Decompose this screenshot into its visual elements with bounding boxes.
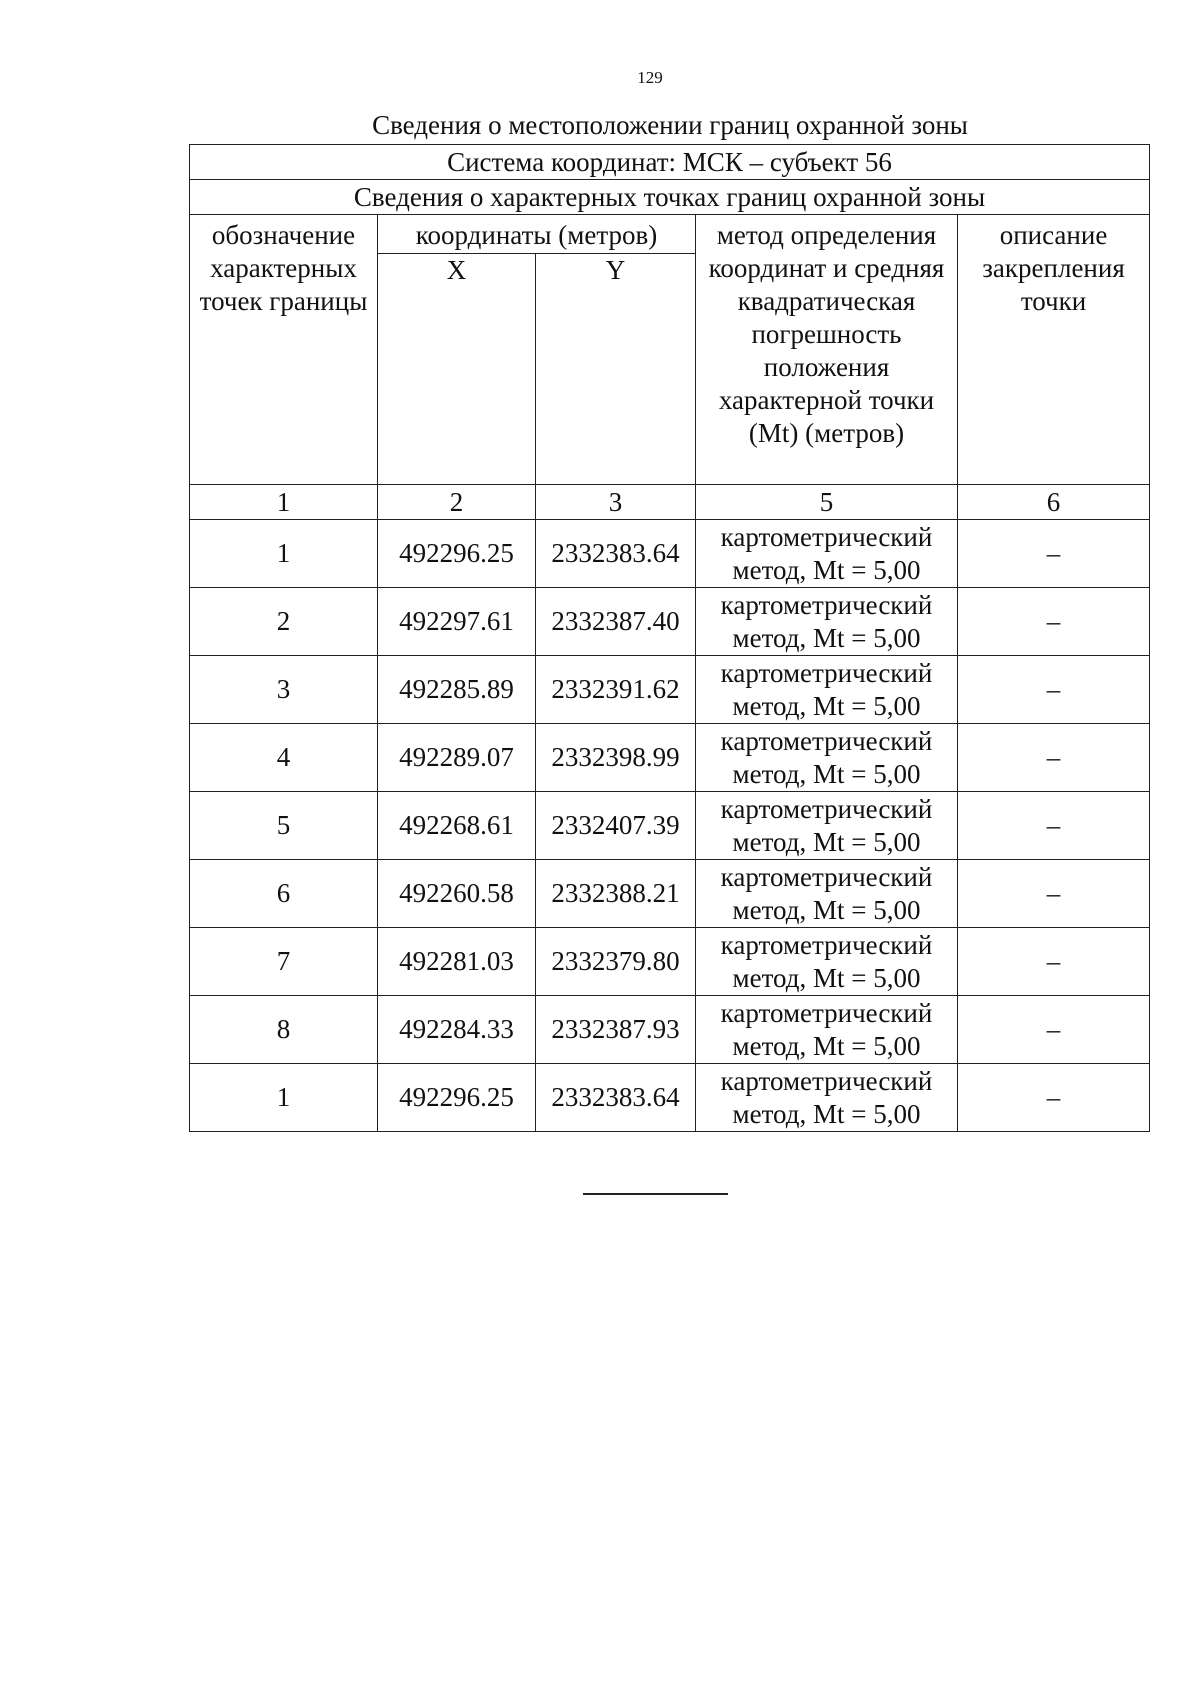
method-cell: картометрический метод, Mt = 5,00	[696, 1064, 958, 1132]
y-cell: 2332387.40	[536, 588, 696, 656]
description-cell: –	[958, 656, 1150, 724]
points-heading: Сведения о характерных точках границ охранной зоны	[190, 180, 1150, 215]
table-row	[190, 588, 1150, 656]
y-cell: 2332398.99	[536, 724, 696, 792]
y-cell: 2332383.64	[536, 520, 696, 588]
method-cell: картометрический метод, Mt = 5,00	[696, 928, 958, 996]
description-cell: –	[958, 928, 1150, 996]
x-cell: 492281.03	[378, 928, 536, 996]
page-number: 129	[637, 68, 663, 87]
header-description: описание закрепления точки	[958, 215, 1150, 485]
header-method: метод определения координат и средняя квадратическая погрешность положения характерной точки (Mt) (метров)	[696, 215, 958, 485]
x-cell: 492289.07	[378, 724, 536, 792]
point-cell: 8	[190, 996, 378, 1064]
x-cell: 492296.25	[378, 520, 536, 588]
x-cell: 492284.33	[378, 996, 536, 1064]
point-cell: 1	[190, 520, 378, 588]
column-number: 2	[378, 485, 536, 520]
coord-system-header: Система координат: МСК – субъект 56	[190, 145, 1150, 180]
column-numbers-row	[190, 485, 1150, 520]
description-cell: –	[958, 724, 1150, 792]
table-row	[190, 996, 1150, 1064]
method-cell: картометрический метод, Mt = 5,00	[696, 588, 958, 656]
table-row	[190, 928, 1150, 996]
y-cell: 2332387.93	[536, 996, 696, 1064]
table-row	[190, 860, 1150, 928]
y-cell: 2332407.39	[536, 792, 696, 860]
method-cell: картометрический метод, Mt = 5,00	[696, 996, 958, 1064]
column-number: 5	[696, 485, 958, 520]
table-row	[190, 1064, 1150, 1132]
x-cell: 492268.61	[378, 792, 536, 860]
boundary-points-table	[189, 144, 1150, 1132]
column-number: 6	[958, 485, 1150, 520]
y-cell: 2332391.62	[536, 656, 696, 724]
header-coords: координаты (метров)	[378, 215, 696, 254]
method-cell: картометрический метод, Mt = 5,00	[696, 792, 958, 860]
point-cell: 6	[190, 860, 378, 928]
document-title: Сведения о местоположении границ охранной зоны	[372, 110, 968, 140]
description-cell: –	[958, 520, 1150, 588]
header-designation: обозначение характерных точек границы	[190, 215, 378, 485]
description-cell: –	[958, 588, 1150, 656]
description-cell: –	[958, 792, 1150, 860]
x-cell: 492285.89	[378, 656, 536, 724]
closing-rule	[583, 1193, 728, 1195]
x-cell: 492260.58	[378, 860, 536, 928]
method-cell: картометрический метод, Mt = 5,00	[696, 724, 958, 792]
point-cell: 5	[190, 792, 378, 860]
point-cell: 7	[190, 928, 378, 996]
description-cell: –	[958, 1064, 1150, 1132]
table-row	[190, 724, 1150, 792]
point-cell: 4	[190, 724, 378, 792]
description-cell: –	[958, 996, 1150, 1064]
y-cell: 2332383.64	[536, 1064, 696, 1132]
point-cell: 2	[190, 588, 378, 656]
method-cell: картометрический метод, Mt = 5,00	[696, 656, 958, 724]
table-row	[190, 792, 1150, 860]
y-cell: 2332379.80	[536, 928, 696, 996]
header-x: X	[378, 254, 536, 485]
x-cell: 492296.25	[378, 1064, 536, 1132]
column-number: 1	[190, 485, 378, 520]
y-cell: 2332388.21	[536, 860, 696, 928]
column-number: 3	[536, 485, 696, 520]
point-cell: 1	[190, 1064, 378, 1132]
point-cell: 3	[190, 656, 378, 724]
method-cell: картометрический метод, Mt = 5,00	[696, 520, 958, 588]
description-cell: –	[958, 860, 1150, 928]
header-y: Y	[536, 254, 696, 485]
table-row	[190, 656, 1150, 724]
method-cell: картометрический метод, Mt = 5,00	[696, 860, 958, 928]
table-row	[190, 520, 1150, 588]
x-cell: 492297.61	[378, 588, 536, 656]
